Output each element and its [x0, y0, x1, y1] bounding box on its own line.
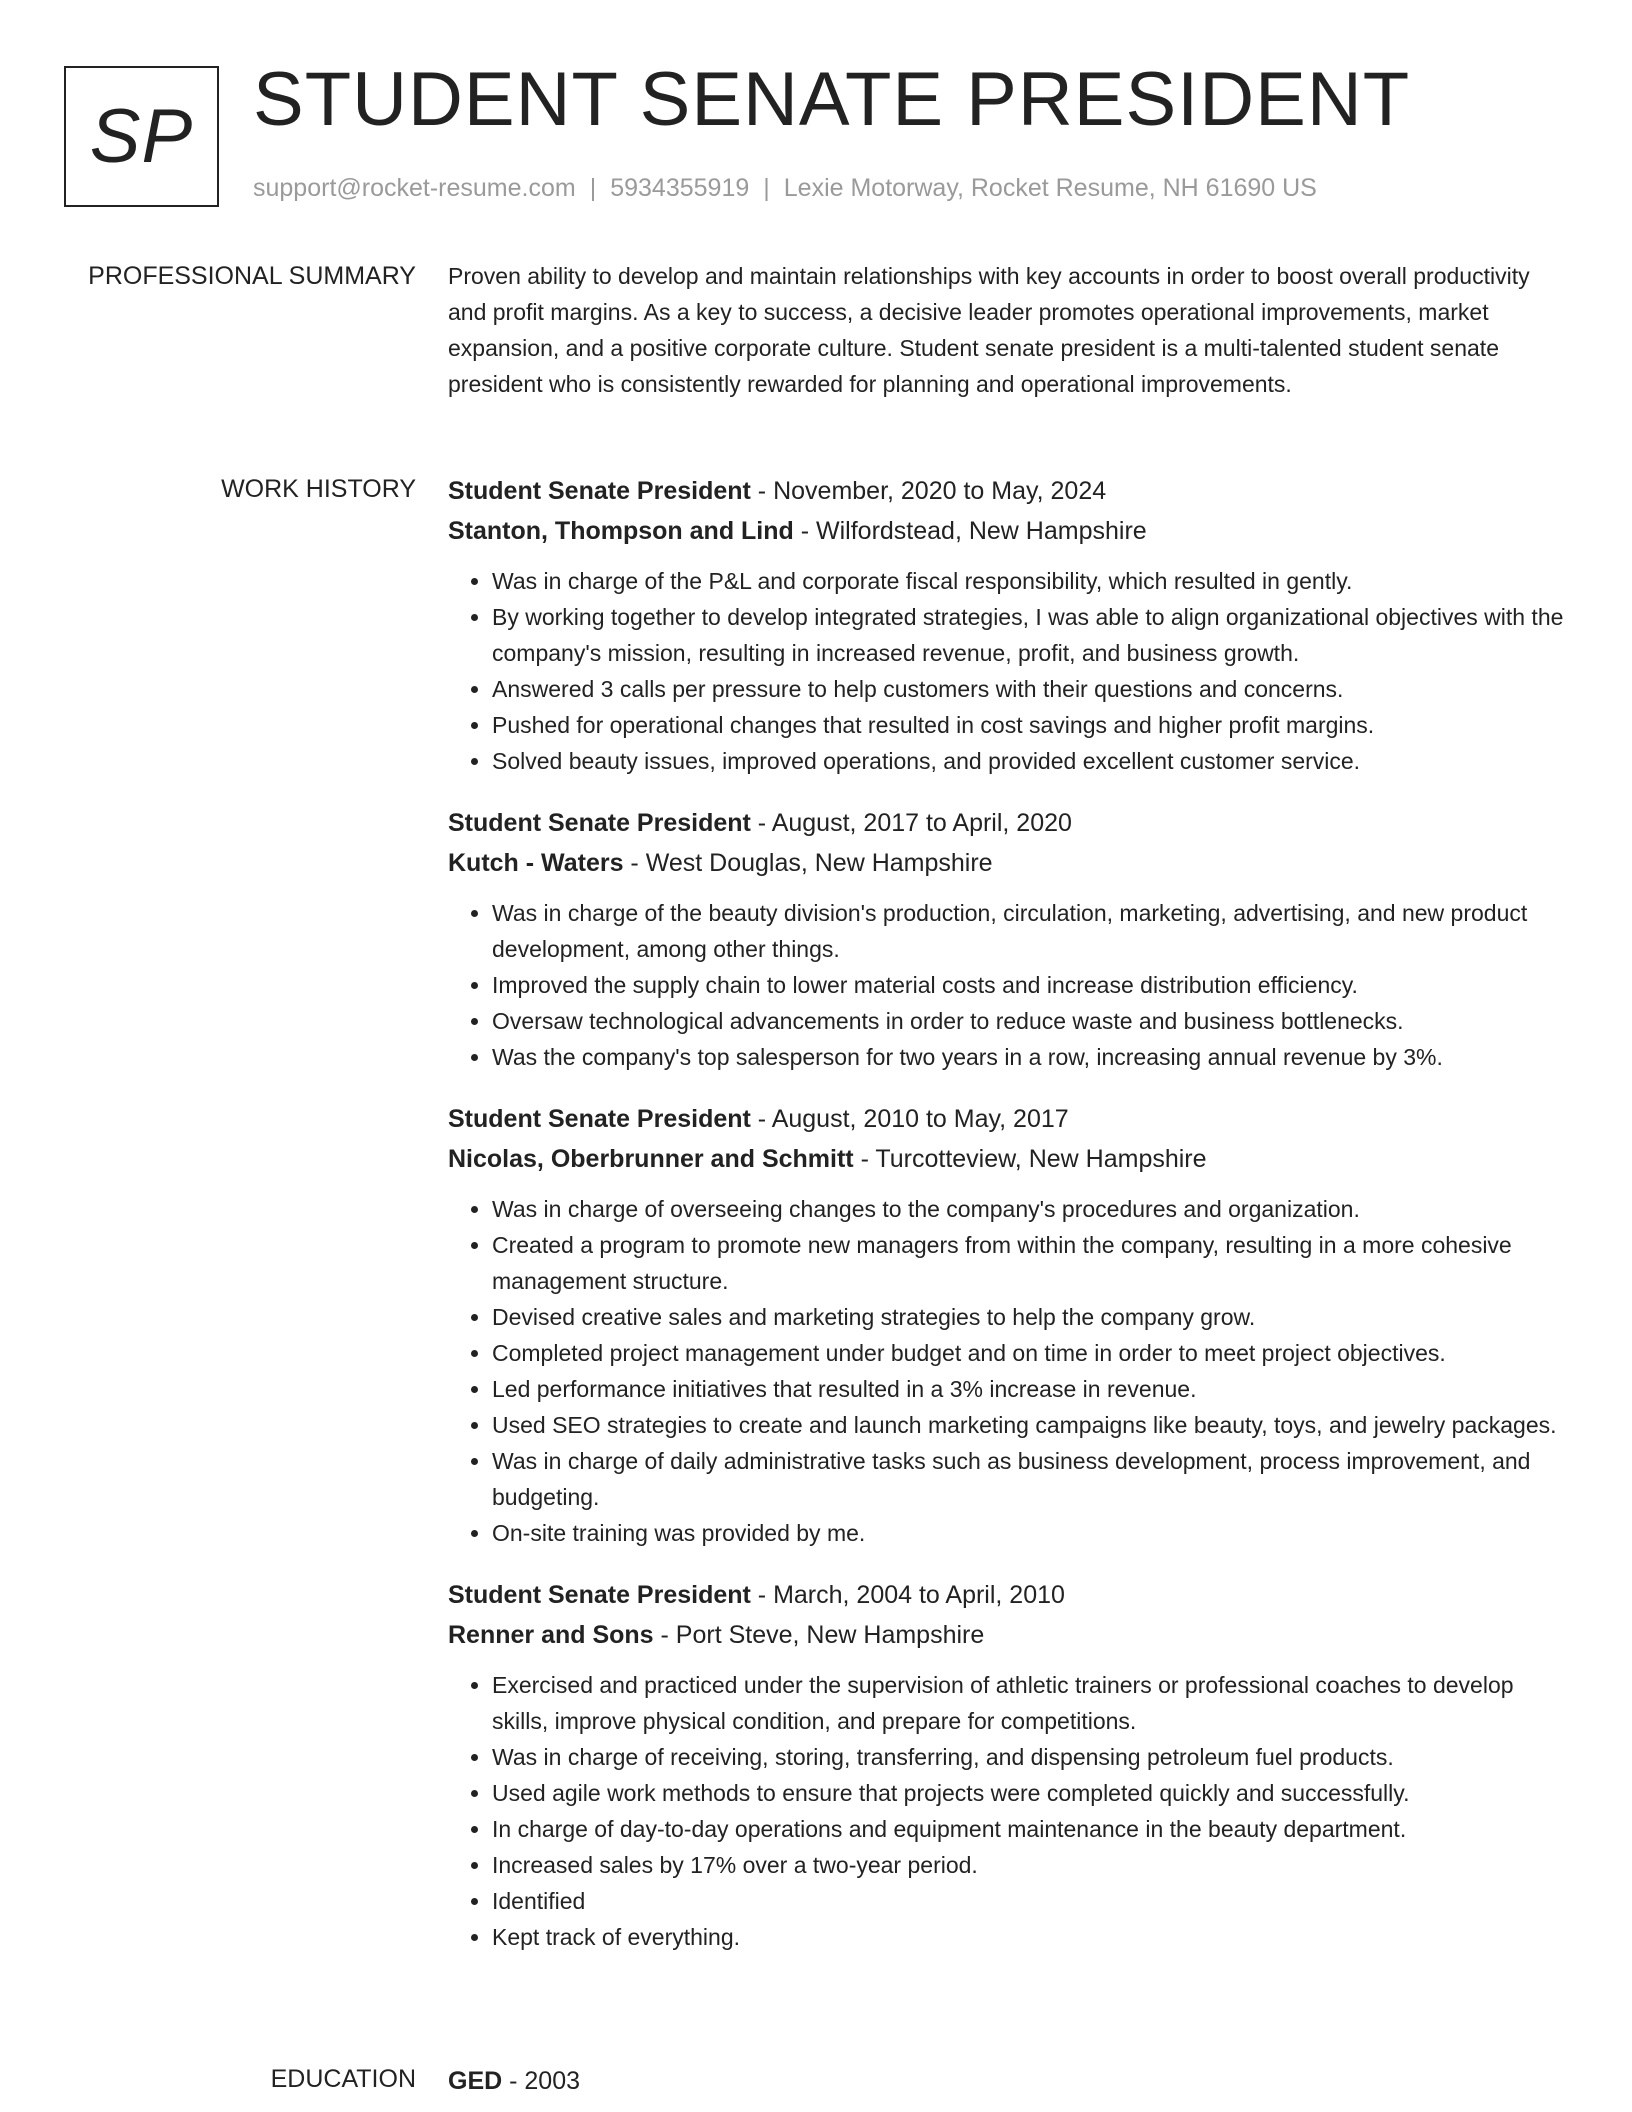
- job-bullet: • Devised creative sales and marketing strategies to help the company grow.: [492, 1299, 1570, 1335]
- job-bullets: [448, 563, 1570, 779]
- job-bullets: [448, 895, 1570, 1075]
- job-entry: [448, 1099, 1570, 1551]
- job-bullet: • Completed project management under budget and on time in order to meet project objectives.: [492, 1335, 1570, 1371]
- job-title: Student Senate President: [448, 1581, 751, 1609]
- education-year: - 2003: [502, 2067, 581, 2095]
- monogram-logo: SP: [64, 66, 219, 207]
- job-dates: - August, 2017 to April, 2020: [750, 809, 1072, 837]
- job-bullet: • Was in charge of daily administrative tasks such as business development, process improvement, and budgeting.: [492, 1443, 1570, 1515]
- job-bullet: • Exercised and practiced under the supervision of athletic trainers or professional coaches to develop skills, improve physical condition, and prepare for competitions.: [492, 1667, 1570, 1739]
- job-title-line: [448, 1575, 1570, 1615]
- job-bullet: • In charge of day-to-day operations and equipment maintenance in the beauty department.: [492, 1811, 1570, 1847]
- job-location: - West Douglas, New Hampshire: [623, 849, 993, 877]
- job-entry: [448, 471, 1570, 779]
- candidate-name: STUDENT SENATE PRESIDENT: [253, 57, 1411, 142]
- section-label-work-history: WORK HISTORY: [221, 475, 416, 503]
- section-label-education: EDUCATION: [270, 2065, 416, 2093]
- summary-body: [448, 258, 1570, 402]
- job-bullet: • Was in charge of receiving, storing, transferring, and dispensing petroleum fuel products.: [492, 1739, 1570, 1775]
- job-company-line: [448, 1139, 1570, 1179]
- job-company: Kutch - Waters: [448, 849, 624, 877]
- job-title: Student Senate President: [448, 477, 751, 505]
- job-bullet: • Pushed for operational changes that resulted in cost savings and higher profit margins.: [492, 707, 1570, 743]
- job-title-line: [448, 803, 1570, 843]
- job-bullet: • Kept track of everything.: [492, 1919, 1570, 1955]
- job-dates: - August, 2010 to May, 2017: [750, 1105, 1069, 1133]
- education-entry: [448, 2061, 1570, 2101]
- job-bullet: • Increased sales by 17% over a two-year period.: [492, 1847, 1570, 1883]
- contact-email: support@rocket-resume.com: [253, 174, 576, 202]
- job-bullet: • On-site training was provided by me.: [492, 1515, 1570, 1551]
- job-bullet: • By working together to develop integrated strategies, I was able to align organizational objectives with the company's mission, resulting in increased revenue, profit, and business growth.: [492, 599, 1570, 671]
- job-bullet: • Oversaw technological advancements in order to reduce waste and business bottlenecks.: [492, 1003, 1570, 1039]
- contact-separator: |: [589, 174, 597, 202]
- job-title: Student Senate President: [448, 809, 751, 837]
- job-bullet: • Led performance initiatives that resulted in a 3% increase in revenue.: [492, 1371, 1570, 1407]
- job-company: Stanton, Thompson and Lind: [448, 517, 794, 545]
- job-bullet: • Solved beauty issues, improved operations, and provided excellent customer service.: [492, 743, 1570, 779]
- job-company-line: [448, 1615, 1570, 1655]
- job-location: - Wilfordstead, New Hampshire: [793, 517, 1147, 545]
- job-company-line: [448, 511, 1570, 551]
- job-dates: - November, 2020 to May, 2024: [750, 477, 1107, 505]
- education-degree: GED: [448, 2067, 503, 2095]
- job-company: Renner and Sons: [448, 1621, 654, 1649]
- job-entry: [448, 803, 1570, 1075]
- contact-line: [253, 174, 1317, 203]
- resume-header: [64, 57, 1564, 211]
- job-company: Nicolas, Oberbrunner and Schmitt: [448, 1145, 854, 1173]
- job-title-line: [448, 471, 1570, 511]
- job-bullet: • Improved the supply chain to lower material costs and increase distribution efficiency.: [492, 967, 1570, 1003]
- contact-phone: 5934355919: [610, 174, 750, 202]
- job-bullets: [448, 1191, 1570, 1551]
- section-label-summary: PROFESSIONAL SUMMARY: [88, 262, 416, 290]
- job-bullet: • Used agile work methods to ensure that projects were completed quickly and successfully.: [492, 1775, 1570, 1811]
- job-bullet: • Was in charge of the beauty division's production, circulation, marketing, advertising, and new product development, among other things.: [492, 895, 1570, 967]
- job-dates: - March, 2004 to April, 2010: [750, 1581, 1065, 1609]
- job-company-line: [448, 843, 1570, 883]
- contact-separator: |: [763, 174, 770, 202]
- job-title-line: [448, 1099, 1570, 1139]
- summary-text: Proven ability to develop and maintain relationships with key accounts in order to boost overall productivity and profit margins. As a key to success, a decisive leader promotes operational improvements, market expansion, and a positive corporate culture. Student senate president is a multi-talented student senate president who is consistently rewarded for planning and operational improvements.: [448, 263, 1530, 397]
- work-history-body: [448, 471, 1570, 1979]
- job-bullets: [448, 1667, 1570, 1955]
- job-bullet: • Identified: [492, 1883, 1570, 1919]
- job-bullet: • Created a program to promote new managers from within the company, resulting in a more cohesive management structure.: [492, 1227, 1570, 1299]
- job-location: - Turcotteview, New Hampshire: [853, 1145, 1207, 1173]
- job-title: Student Senate President: [448, 1105, 751, 1133]
- job-bullet: • Was the company's top salesperson for two years in a row, increasing annual revenue by 3%.: [492, 1039, 1570, 1075]
- contact-address: Lexie Motorway, Rocket Resume, NH 61690 US: [783, 174, 1317, 202]
- job-bullet: • Was in charge of overseeing changes to the company's procedures and organization.: [492, 1191, 1570, 1227]
- job-bullet: • Used SEO strategies to create and launch marketing campaigns like beauty, toys, and jewelry packages.: [492, 1407, 1570, 1443]
- job-entry: [448, 1575, 1570, 1955]
- education-body: [448, 2061, 1570, 2101]
- job-bullet: • Answered 3 calls per pressure to help customers with their questions and concerns.: [492, 671, 1570, 707]
- job-location: - Port Steve, New Hampshire: [653, 1621, 985, 1649]
- job-bullet: • Was in charge of the P&L and corporate fiscal responsibility, which resulted in gently.: [492, 563, 1570, 599]
